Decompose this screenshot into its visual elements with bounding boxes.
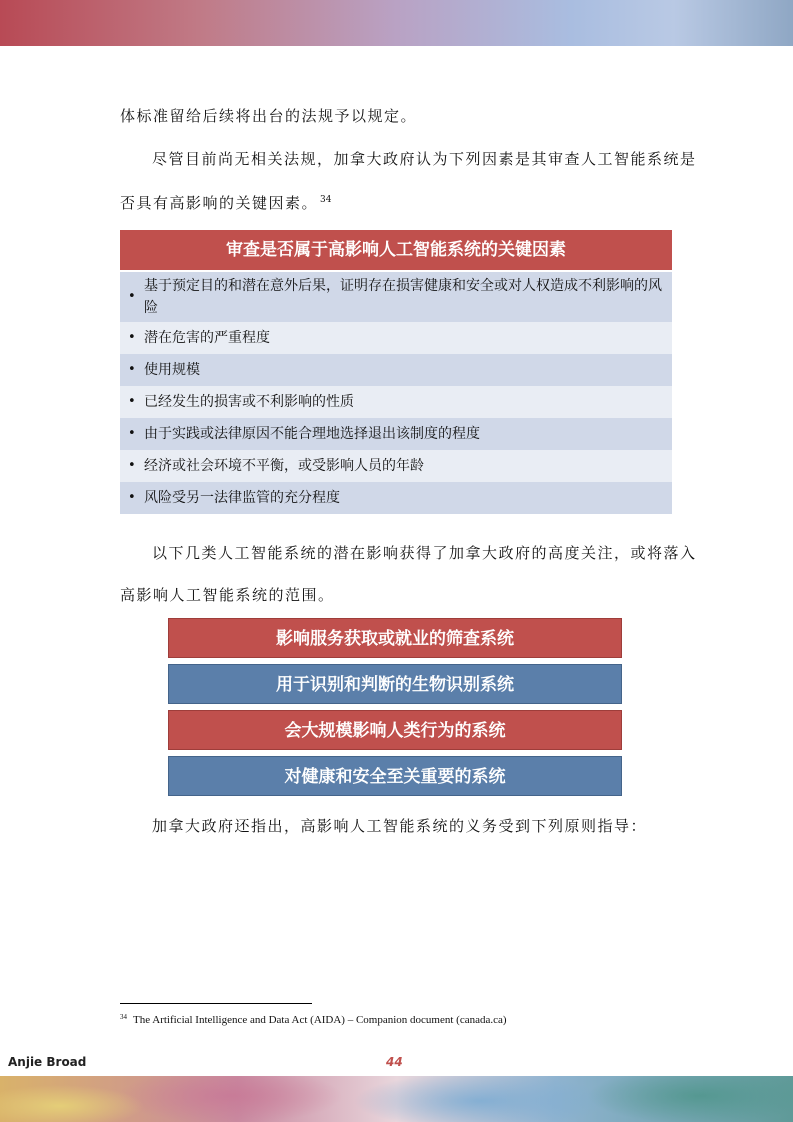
table-row: [120, 482, 672, 514]
table-row-text: 风险受另一法律监管的充分程度: [144, 490, 340, 506]
category-biometric-systems: 用于识别和判断的生物识别系统: [168, 664, 622, 704]
category-screening-systems: 影响服务获取或就业的筛查系统: [168, 618, 622, 658]
table-row-text: 潜在危害的严重程度: [144, 330, 270, 346]
table-row: [120, 418, 672, 450]
page-number: 44: [386, 1055, 403, 1069]
top-decorative-band: [0, 0, 793, 46]
bottom-decorative-band: [0, 1076, 793, 1122]
footnote-text[interactable]: The Artificial Intelligence and Data Act (AIDA) – Companion document (canada.ca): [133, 1014, 507, 1026]
paragraph-2-line-1: 尽管目前尚无相关法规，加拿大政府认为下列因素是其审查人工智能系统是: [152, 150, 697, 168]
key-factors-table-header: 审查是否属于高影响人工智能系统的关键因素: [120, 230, 672, 272]
bullet: •: [128, 289, 136, 304]
paragraph-3-line-2: 高影响人工智能系统的范围。: [120, 586, 335, 604]
table-row-text: 经济或社会环境不平衡，或受影响人员的年龄: [144, 458, 424, 474]
paragraph-2-line-2-text: 否具有高影响的关键因素。: [120, 194, 319, 212]
bullet: •: [128, 458, 136, 473]
table-row: [120, 322, 672, 354]
table-row: [120, 272, 672, 322]
footnote-reference[interactable]: 34: [320, 195, 332, 205]
table-row: [120, 450, 672, 482]
footnote-number: 34: [120, 1013, 127, 1021]
table-row-text: 基于预定目的和潜在意外后果，证明存在损害健康和安全或对人权造成不利影响的风险: [144, 278, 662, 316]
paragraph-1: 体标准留给后续将出台的法规予以规定。: [120, 107, 418, 125]
table-row-text: 已经发生的损害或不利影响的性质: [144, 394, 354, 410]
paragraph-4: 加拿大政府还指出，高影响人工智能系统的义务受到下列原则指导：: [152, 817, 648, 835]
table-row: [120, 386, 672, 418]
key-factors-table: [120, 230, 672, 514]
paragraph-2-line-2: [120, 190, 675, 213]
bullet: •: [128, 362, 136, 377]
footnote-divider: [120, 1003, 312, 1004]
bullet: •: [128, 394, 136, 409]
bullet: •: [128, 330, 136, 345]
category-behavior-influence-systems: 会大规模影响人类行为的系统: [168, 710, 622, 750]
author-name: Anjie Broad: [8, 1055, 87, 1069]
table-row-text: 使用规模: [144, 362, 200, 378]
category-health-safety-systems: 对健康和安全至关重要的系统: [168, 756, 622, 796]
table-row: [120, 354, 672, 386]
paragraph-3-line-1: 以下几类人工智能系统的潜在影响获得了加拿大政府的高度关注，或将落入: [152, 544, 697, 562]
bullet: •: [128, 490, 136, 505]
bullet: •: [128, 426, 136, 441]
footnote: [120, 1013, 507, 1026]
table-row-text: 由于实践或法律原因不能合理地选择退出该制度的程度: [144, 426, 480, 442]
